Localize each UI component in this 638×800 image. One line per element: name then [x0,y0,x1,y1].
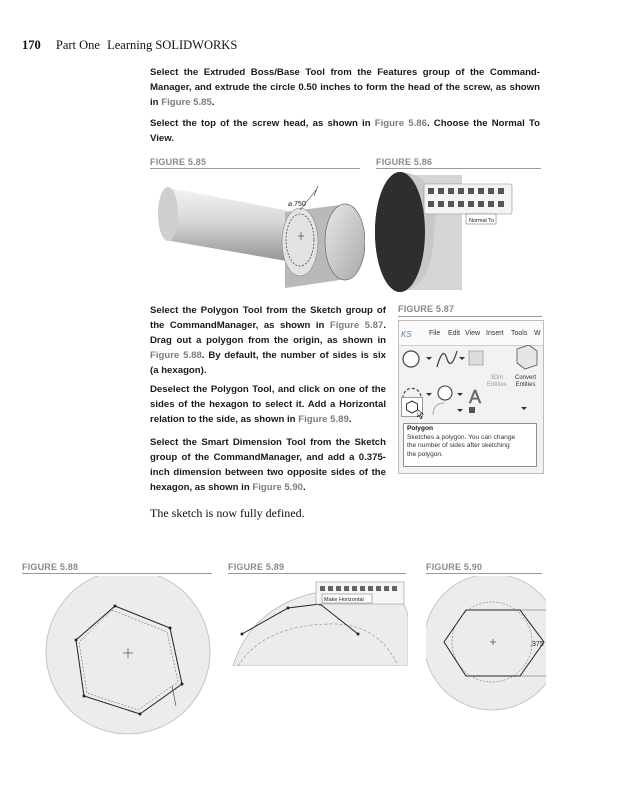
tooltip-line: Sketches a polygon. You can change [407,433,516,441]
page-number: 170 [22,38,41,52]
book-title: Learning SOLIDWORKS [107,38,238,52]
figure-5-89-horizontal-relation [228,576,408,666]
menu-tools[interactable]: Tools [511,330,528,337]
fillet-tool-icon [438,386,452,400]
menu-insert[interactable]: Insert [486,330,504,337]
figure-5-89-caption: FIGURE 5.89 [228,562,285,572]
figure-5-86-head-image [372,170,542,295]
menu-file[interactable]: File [429,330,441,337]
normal-to-tooltip: Normal To [469,218,494,224]
part-label: Part One [55,38,100,52]
step-extrude-head: Select the Extruded Boss/Base Tool from the Features group of the Command-Manager, and extrude the circle 0.50 inches to form the head of the screw, as shown in Figure 5.85. [150,67,540,108]
dropdown-arrow-icon [426,357,432,360]
figure-5-85-rule [150,168,360,169]
tab-partial: KS [401,330,412,339]
hatch-tool-icon [469,351,483,365]
step-polygon-tool: Select the Polygon Tool from the Sketch group of the CommandManager, as shown in Figure 5.87. Drag out a polygon from the origin, as shown in Figure 5.88. By default, the number of sides is six (a hexagon). [150,305,386,376]
figure-5-90-dimension: .375 [530,641,544,648]
menu-window[interactable]: W [534,330,541,337]
make-horizontal-tip: Make Horizontal [324,597,364,603]
figure-5-88-hexagon-sketch [22,576,214,746]
figure-5-90-rule [426,573,542,574]
tooltip-line: the number of sides after sketching [407,442,510,449]
tool-3dm-entities[interactable]: 3Dm Entities [487,375,507,388]
circle-tool-icon [403,351,419,367]
menu-view[interactable]: View [465,330,481,337]
figure-5-86-caption: FIGURE 5.86 [376,157,433,167]
figure-5-88-caption: FIGURE 5.88 [22,562,79,572]
menu-edit[interactable]: Edit [448,330,461,337]
figure-5-86-rule [376,168,541,169]
figure-5-90-dimensioned-hexagon [426,576,546,716]
step-select-top: Select the top of the screw head, as shown in Figure 5.86. Choose the Normal To View. [150,118,540,144]
running-header [22,38,237,53]
step-horizontal-relation: Deselect the Polygon Tool, and click on one of the sides of the hexagon to select it. Add a Horizontal relation to the side, as shown in Figure 5.89. [150,384,386,425]
figure-5-85-dimension: ⌀.750 [288,201,306,208]
tooltip-title: Polygon [407,425,434,432]
offset-tool-icon [431,401,491,417]
tooltip-line: the polygon. [407,450,443,458]
dropdown-arrow-icon [519,405,529,413]
text-tool-icon: A [469,387,482,407]
figure-5-88-rule [22,573,212,574]
cursor-icon [417,409,425,419]
figure-5-85-screw-image [150,170,365,295]
dropdown-arrow-icon [459,357,465,360]
spline-tool-icon [437,351,457,367]
figure-5-87-caption: FIGURE 5.87 [398,304,455,314]
convert-entities-icon [517,345,537,369]
tool-convert-entities[interactable]: Convert Entities [515,375,537,388]
polygon-tooltip [403,423,537,467]
figure-5-90-caption: FIGURE 5.90 [426,562,483,572]
figure-5-87-screenshot [398,320,544,474]
menu-bar [399,321,543,346]
conclusion-text: The sketch is now fully defined. [150,506,305,520]
figure-5-89-rule [228,573,406,574]
figure-5-85-caption: FIGURE 5.85 [150,157,207,167]
figure-5-87-rule [398,316,542,317]
step-smart-dimension: Select the Smart Dimension Tool from the Sketch group of the CommandManager, and add a 0.375-inch dimension between two opposite sides of the hexagon, as shown in Figure 5.90. [150,437,386,493]
